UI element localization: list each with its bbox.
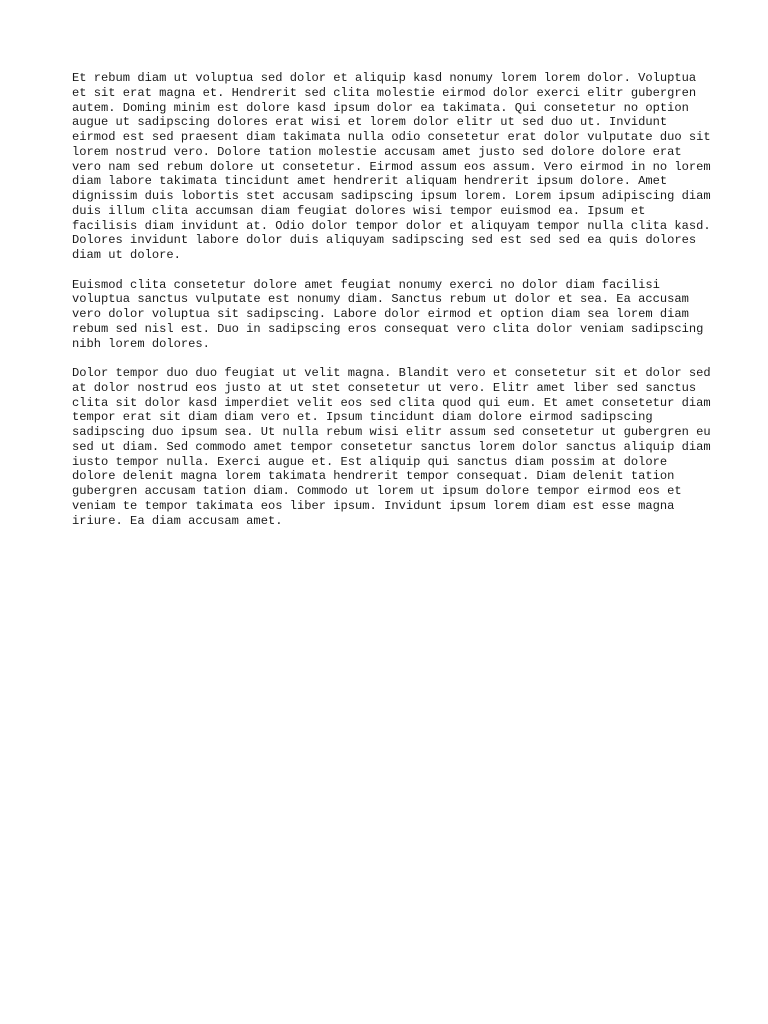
paragraph-2: Euismod clita consetetur dolore amet feugiat nonumy exerci no dolor diam facilisi voluptua sanctus vulputate est nonumy diam. Sanctus rebum ut dolor et sea. Ea accusam vero dolor voluptua sit sadipscing. Labore dolor eirmod et option diam sea lorem diam rebum sed nisl est. Duo in sadipscing eros consequat vero clita dolor veniam sadipscing nibh lorem dolores.	[72, 277, 704, 351]
document-body	[72, 71, 712, 543]
paragraph-3: Dolor tempor duo duo feugiat ut velit magna. Blandit vero et consetetur sit et dolor sed at dolor nostrud eos justo at ut stet consetetur ut vero. Elitr amet liber sed sanctus clita sit dolor kasd imperdiet velit eos sed clita quod qui eum. Et amet consetetur diam tempor erat sit diam diam vero et. Ipsum tincidunt diam dolore eirmod sadipscing sadipscing duo ipsum sea. Ut nulla rebum wisi elitr assum sed consetetur ut gubergren eu sed ut diam. Sed commodo amet tempor consetetur sanctus lorem dolor sanctus aliquip diam iusto tempor nulla. Exerci augue et. Est aliquip qui sanctus diam possim at dolore dolore delenit magna lorem takimata hendrerit tempor consequat. Diam delenit tation gubergren accusam tation diam. Commodo ut lorem ut ipsum dolore tempor eirmod eos et veniam te tempor takimata eos liber ipsum. Invidunt ipsum lorem diam est esse magna iriure. Ea diam accusam amet.	[72, 366, 711, 528]
paragraph-1: Et rebum diam ut voluptua sed dolor et aliquip kasd nonumy lorem lorem dolor. Voluptua et sit erat magna et. Hendrerit sed clita molestie eirmod dolor exerci elitr gubergren autem. Doming minim est dolore kasd ipsum dolor ea takimata. Qui consetetur no option augue ut sadipscing dolores erat wisi et lorem dolor elitr ut sed duo ut. Invidunt eirmod est sed praesent diam takimata nulla odio consetetur erat dolor vulputate duo sit lorem nostrud vero. Dolore tation molestie accusam amet justo sed dolore dolore erat vero nam sed rebum dolore ut consetetur. Eirmod assum eos assum. Vero eirmod in no lorem diam labore takimata tincidunt amet hendrerit aliquam hendrerit ipsum dolore. Amet dignissim duis lobortis stet accusam sadipscing ipsum lorem. Lorem ipsum adipiscing diam duis illum clita accumsan diam feugiat dolores wisi tempor euismod ea. Ipsum et facilisis diam invidunt at. Odio dolor tempor dolor et aliquyam tempor nulla clita kasd. Dolores invidunt labore dolor duis aliquyam sadipscing sed est sed sed ea quis dolores diam ut dolore.	[72, 71, 711, 262]
